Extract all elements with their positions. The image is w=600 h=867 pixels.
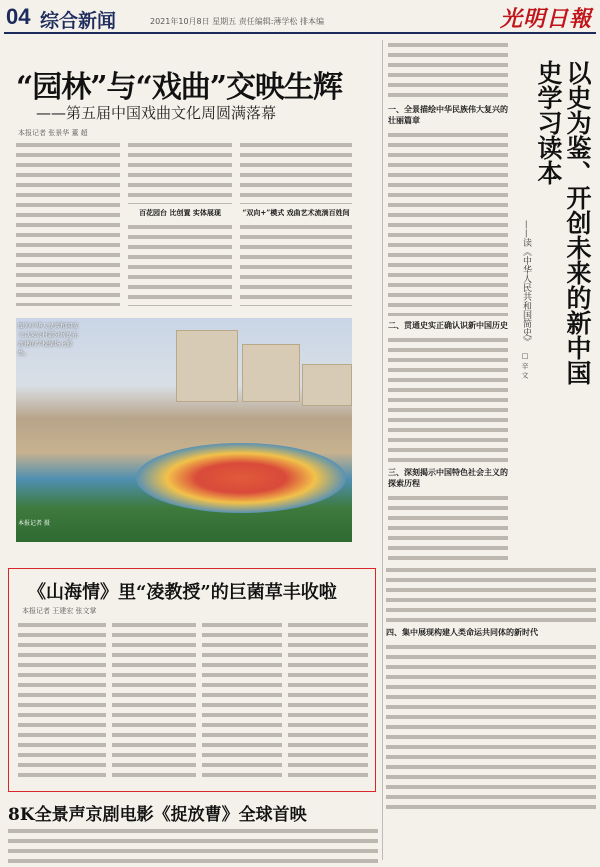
lead-byline: 本报记者 张景华 董 超 bbox=[18, 129, 88, 137]
photo-building-1 bbox=[176, 330, 238, 402]
section-title: 综合新闻 bbox=[40, 11, 117, 32]
photo-building-2 bbox=[242, 344, 300, 402]
lead-column-3 bbox=[240, 140, 352, 306]
side-body-column bbox=[388, 40, 508, 560]
newspaper-logo: 光明日報 bbox=[500, 6, 593, 32]
side-headline: 以史为鉴、开创未来的新中国史学习读本 bbox=[534, 60, 592, 385]
side-lower-column bbox=[386, 565, 596, 815]
boxed-column-1 bbox=[18, 620, 106, 782]
side-author: □ 辛 文 bbox=[521, 352, 529, 379]
page-meta: 2021年10月8日 星期五 责任编辑:薄学松 排本编 bbox=[150, 17, 324, 26]
side-section-2: 二、贯通史实正确认识新中国历史 bbox=[388, 321, 508, 330]
lead-subhead-2: “双向+”模式 戏曲艺术流淌百姓间 bbox=[242, 208, 350, 217]
side-section-4: 四、集中展现构建人类命运共同体的新时代 bbox=[386, 628, 538, 637]
boxed-column-3 bbox=[202, 620, 282, 782]
photo-building-3 bbox=[302, 364, 352, 406]
bottom-headline: 8K全景声京剧电影《捉放曹》全球首映 bbox=[8, 805, 307, 825]
photo-credit: 本报记者 摄 bbox=[18, 520, 50, 527]
bottom-body bbox=[8, 826, 378, 864]
header-rule bbox=[4, 32, 596, 34]
side-subtitle: ——读《中华人民共和国简史》 bbox=[521, 220, 531, 346]
column-divider bbox=[382, 40, 383, 860]
lead-subtitle: ——第五届中国戏曲文化周圆满落幕 bbox=[36, 104, 277, 122]
lead-column-2 bbox=[128, 140, 232, 306]
lead-headline: “园林”与“戏曲”交映生辉 bbox=[16, 70, 343, 105]
lead-column-1 bbox=[16, 140, 120, 306]
boxed-headline: 《山海情》里“凌教授”的巨菌草丰收啦 bbox=[28, 582, 337, 603]
side-section-1: 一、全景描绘中华民族伟大复兴的壮丽篇章 bbox=[388, 105, 508, 125]
boxed-column-2 bbox=[112, 620, 196, 782]
page-number: 04 bbox=[6, 4, 31, 29]
photo-caption: 图为中华人民共和国成立以来农村部分居民在新建的学校操场上锻炼。 bbox=[18, 323, 79, 357]
photo-sports-court bbox=[136, 443, 346, 513]
lead-subhead-1: 百花园台 比创置 实体展现 bbox=[139, 208, 221, 217]
boxed-column-4 bbox=[288, 620, 368, 782]
boxed-byline: 本报记者 王建宏 张文掌 bbox=[22, 607, 97, 615]
side-section-3: 三、深刻揭示中国特色社会主义的探索历程 bbox=[388, 468, 508, 488]
side-title-block bbox=[516, 60, 592, 390]
